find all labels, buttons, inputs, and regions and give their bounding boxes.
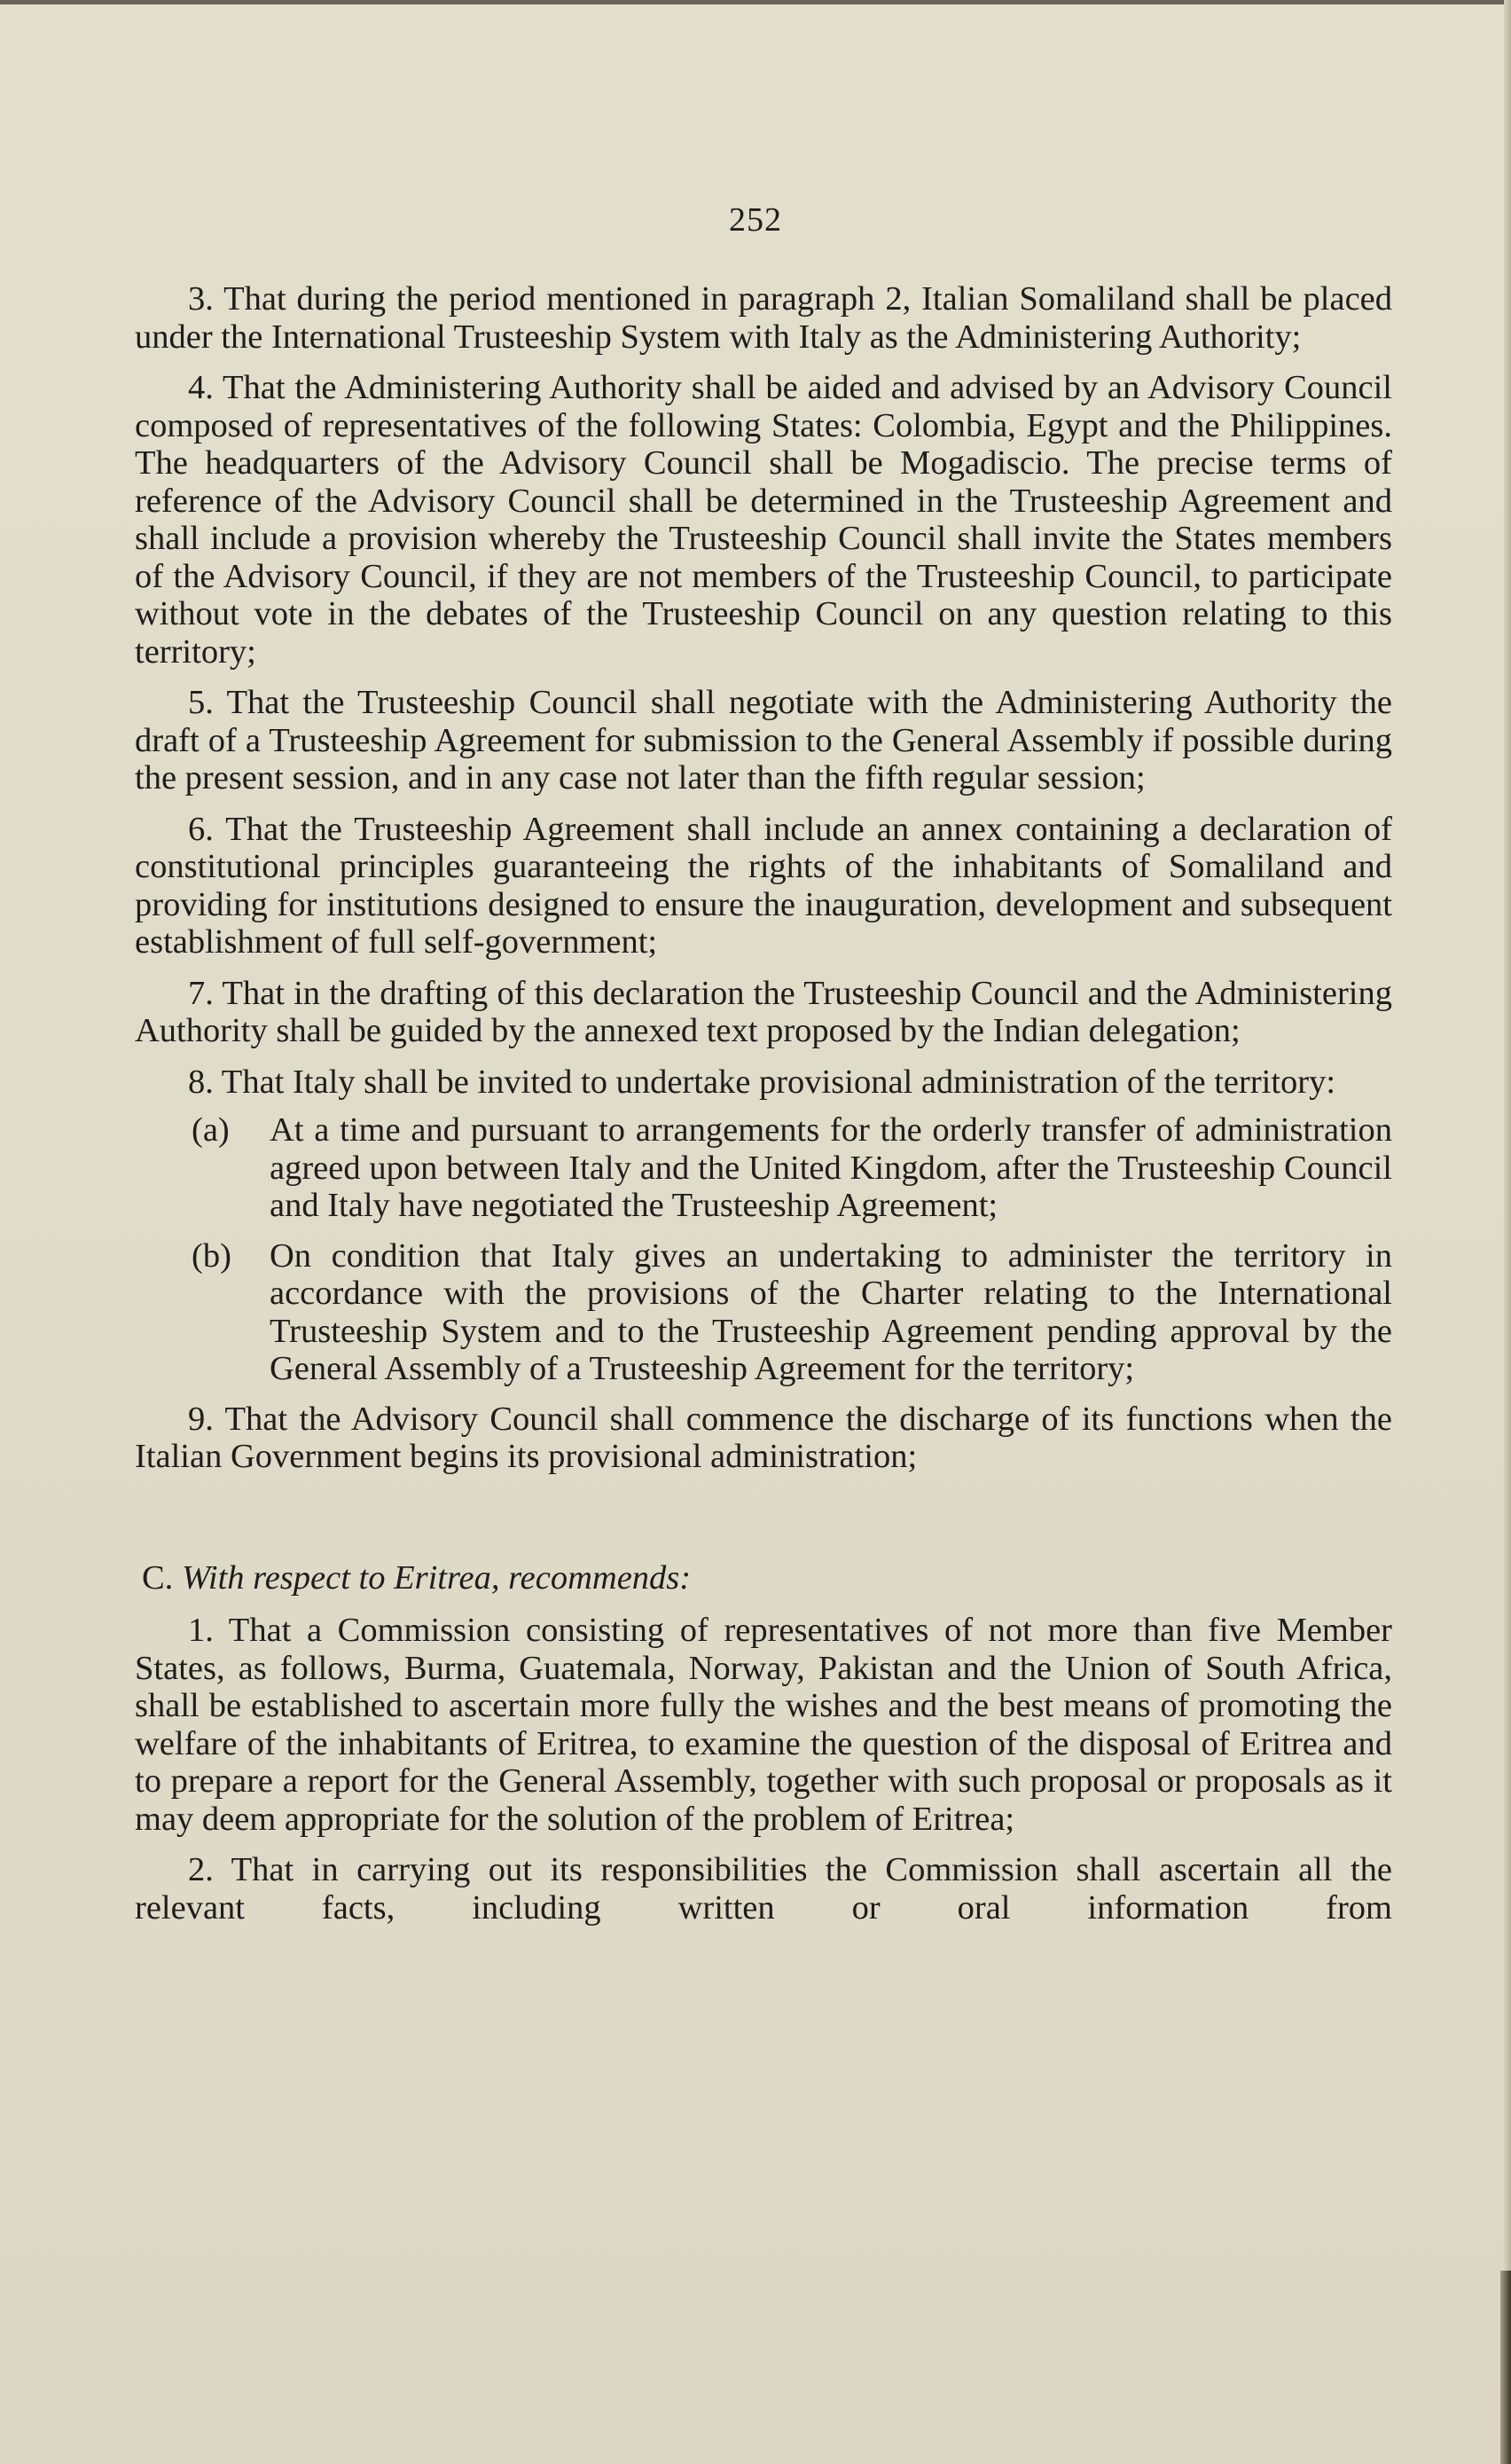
paragraph-9: 9. That the Advisory Council shall commence the discharge of its functions when the Italian Government begins its provisional administration;: [135, 1400, 1392, 1475]
body-text: [135, 280, 1392, 1940]
paragraph-6: 6. That the Trusteeship Agreement shall include an annex containing a declaration of constitutional principles guaranteeing the rights of the inhabitants of Somaliland and providing for institutions designed to ensure the inauguration, development and subsequent establishment of full self-government;: [135, 810, 1392, 961]
subitem-b-label: (b): [192, 1236, 231, 1275]
subitem-a: [135, 1111, 1392, 1225]
paragraph-c2: 2. That in carrying out its responsibilities the Commission shall ascertain all the relevant facts, including written or oral information from: [135, 1851, 1392, 1926]
section-c-heading: [142, 1559, 1392, 1597]
subitem-a-label: (a): [192, 1111, 230, 1149]
paragraph-8: 8. That Italy shall be invited to undertake provisional administration of the territory:: [188, 1063, 1336, 1101]
binding-edge-shadow: [1500, 2271, 1511, 2464]
subitem-b: [135, 1237, 1392, 1388]
paragraph-c1: 1. That a Commission consisting of representatives of not more than five Member States, as follows, Burma, Guatemala, Norway, Pakistan and the Union of South Africa, shall be established to ascertain more fully the wishes and the best means of promoting the welfare of the inhabitants of Eritrea, to examine the question of the disposal of Eritrea and to prepare a report for the General Assembly, together with such proposal or proposals as it may deem appropriate for the solution of the problem of Eritrea;: [135, 1612, 1392, 1838]
page-edge-shadow: [1504, 0, 1511, 2464]
paragraph-5: 5. That the Trusteeship Council shall negotiate with the Administering Authority the draft of a Trusteeship Agreement for submission to the General Assembly if possible during the present session, and in any case not later than the fifth regular session;: [135, 684, 1392, 796]
paragraph-7: 7. That in the drafting of this declaration the Trusteeship Council and the Administering Authority shall be guided by the annexed text proposed by the Indian delegation;: [135, 974, 1392, 1049]
section-c-letter: C.: [142, 1558, 174, 1597]
top-edge-rule: [0, 0, 1511, 4]
paragraph-4: 4. That the Administering Authority shall be aided and advised by an Advisory Council composed of representatives of the following States: Colombia, Egypt and the Philippines. The headquarters of the Advisory Council shall be Mogadiscio. The precise terms of reference of the Advisory Council shall be determined in the Trusteeship Agreement and shall include a provision whereby the Trusteeship Council shall invite the States members of the Advisory Council, if they are not members of the Trusteeship Council, to participate without vote in the debates of the Trusteeship Council on any question relating to this territory;: [135, 369, 1392, 671]
paragraph-3: 3. That during the period mentioned in paragraph 2, Italian Somaliland shall be placed under the International Trusteeship System with Italy as the Administering Authority;: [135, 280, 1392, 356]
page-number: 252: [729, 201, 782, 239]
subitem-b-text: On condition that Italy gives an undertaking to administer the territory in accordance with the provisions of the Charter relating to the International Trusteeship System and to the Trusteeship Agreement pending approval by the General Assembly of a Trusteeship Agreement for the territory;: [270, 1236, 1392, 1387]
section-c-title: With respect to Eritrea, recommends:: [181, 1558, 692, 1597]
subitem-a-text: At a time and pursuant to arrangements for the orderly transfer of administration agreed upon between Italy and the United Kingdom, after the Trusteeship Council and Italy have negotiated the Trusteeship Agreement;: [270, 1111, 1392, 1224]
